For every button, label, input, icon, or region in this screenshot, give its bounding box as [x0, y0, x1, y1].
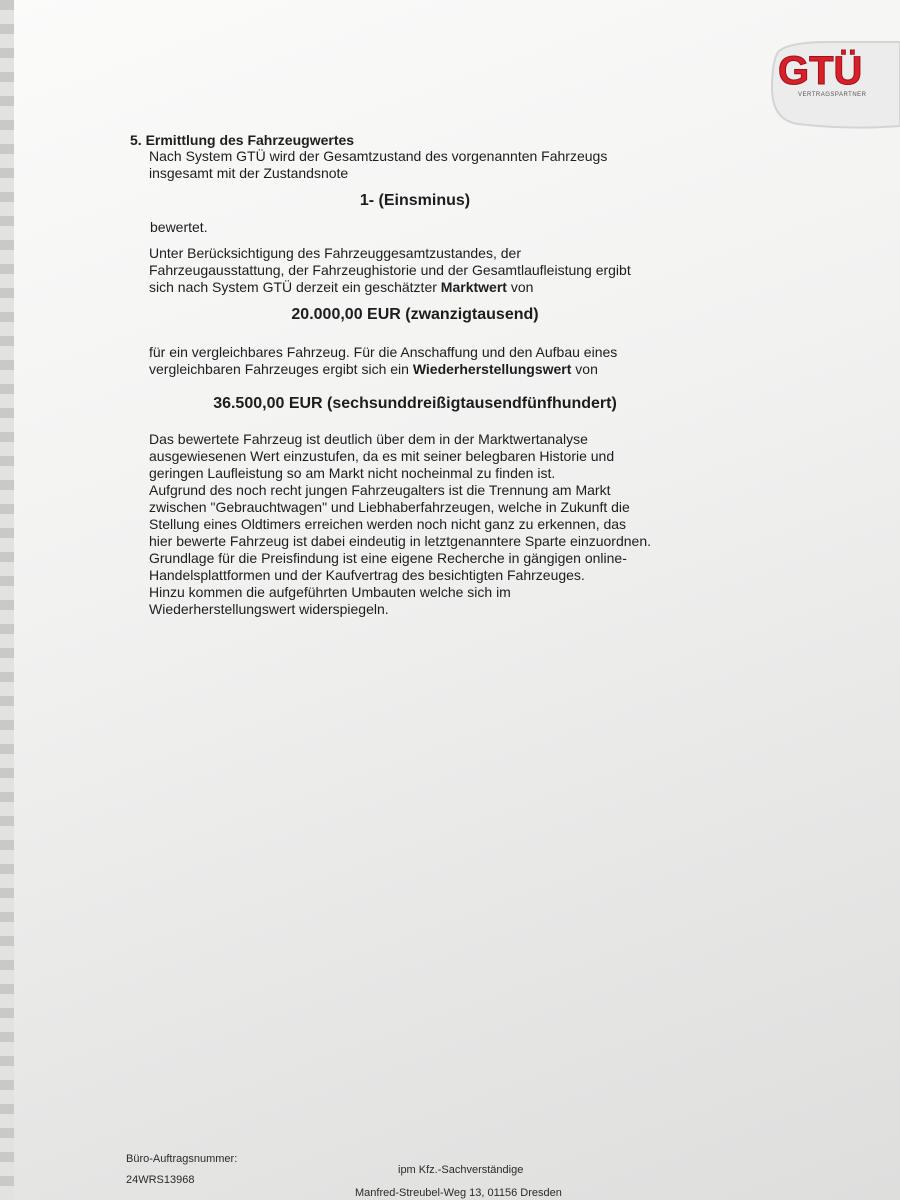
logo-mark: GTÜ — [778, 49, 863, 93]
explanation-line: hier bewerte Fahrzeug ist dabei eindeutig in letztgenanntere Sparte einzuordnen. — [149, 533, 651, 549]
explanation-line: ausgewiesenen Wert einzustufen, da es mit seiner belegbaren Historie und — [149, 448, 615, 464]
market-value: 20.000,00 EUR (zwanzigtausend) — [291, 306, 539, 323]
replacement-line-final — [149, 361, 709, 378]
replacement-paragraph — [149, 344, 709, 378]
explanation-line: Handelsplattformen und der Kaufvertrag des besichtigten Fahrzeuges. — [149, 567, 585, 583]
explanation-line: zwischen "Gebrauchtwagen" und Liebhaberfahrzeugen, welche in Zukunft die — [149, 499, 630, 515]
company-address: Manfred-Streubel-Weg 13, 01156 Dresden — [355, 1187, 562, 1199]
condition-grade: 1- (Einsminus) — [359, 192, 471, 209]
market-line: Unter Berücksichtigung des Fahrzeuggesamtzustandes, der — [149, 245, 521, 261]
logo-subline: VERTRAGSPARTNER — [798, 92, 867, 98]
explanation-line: Aufgrund des noch recht jungen Fahrzeugalters ist die Trennung am Markt — [149, 482, 611, 498]
company-name: ipm Kfz.-Sachverständige — [398, 1164, 524, 1176]
explanation-line: Das bewertete Fahrzeug ist deutlich über dem in der Marktwertanalyse — [149, 431, 588, 447]
market-suffix: von — [506, 279, 534, 295]
section-heading: 5. Ermittlung des Fahrzeugwertes — [130, 132, 355, 148]
explanation-paragraph — [149, 431, 709, 618]
rated-text: bewertet. — [150, 219, 208, 235]
gtue-logo — [768, 38, 900, 130]
replacement-suffix: von — [571, 361, 598, 377]
market-paragraph — [149, 245, 709, 296]
explanation-line: geringen Laufleistung so am Markt nicht nocheinmal zu finden ist. — [149, 465, 556, 481]
market-line: Fahrzeugausstattung, der Fahrzeughistorie und der Gesamtlaufleistung ergibt — [149, 262, 631, 278]
replacement-value: 36.500,00 EUR (sechsunddreißigtausendfünfhundert) — [213, 395, 617, 412]
replacement-line: für ein vergleichbares Fahrzeug. Für die Anschaffung und den Aufbau eines — [149, 344, 618, 360]
replacement-prefix: vergleichbaren Fahrzeuges ergibt sich ein — [149, 361, 413, 377]
intro-line: insgesamt mit der Zustandsnote — [149, 165, 349, 181]
market-line-final — [149, 279, 709, 296]
explanation-line: Grundlage für die Preisfindung ist eine eigene Recherche in gängigen online- — [149, 550, 627, 566]
intro-line: Nach System GTÜ wird der Gesamtzustand des vorgenannten Fahrzeugs — [149, 148, 608, 164]
explanation-line: Stellung eines Oldtimers erreichen werden noch nicht ganz zu erkennen, das — [149, 516, 627, 532]
binding-edge — [0, 0, 14, 1200]
order-number: 24WRS13968 — [126, 1174, 195, 1186]
market-label: Marktwert — [440, 279, 507, 295]
replacement-label: Wiederherstellungswert — [412, 361, 572, 377]
explanation-line: Wiederherstellungswert widerspiegeln. — [149, 601, 389, 617]
market-prefix: sich nach System GTÜ derzeit ein geschätzter — [149, 279, 441, 295]
explanation-line: Hinzu kommen die aufgeführten Umbauten welche sich im — [149, 584, 511, 600]
intro-block — [130, 148, 709, 182]
order-label: Büro-Auftragsnummer: — [126, 1153, 238, 1165]
